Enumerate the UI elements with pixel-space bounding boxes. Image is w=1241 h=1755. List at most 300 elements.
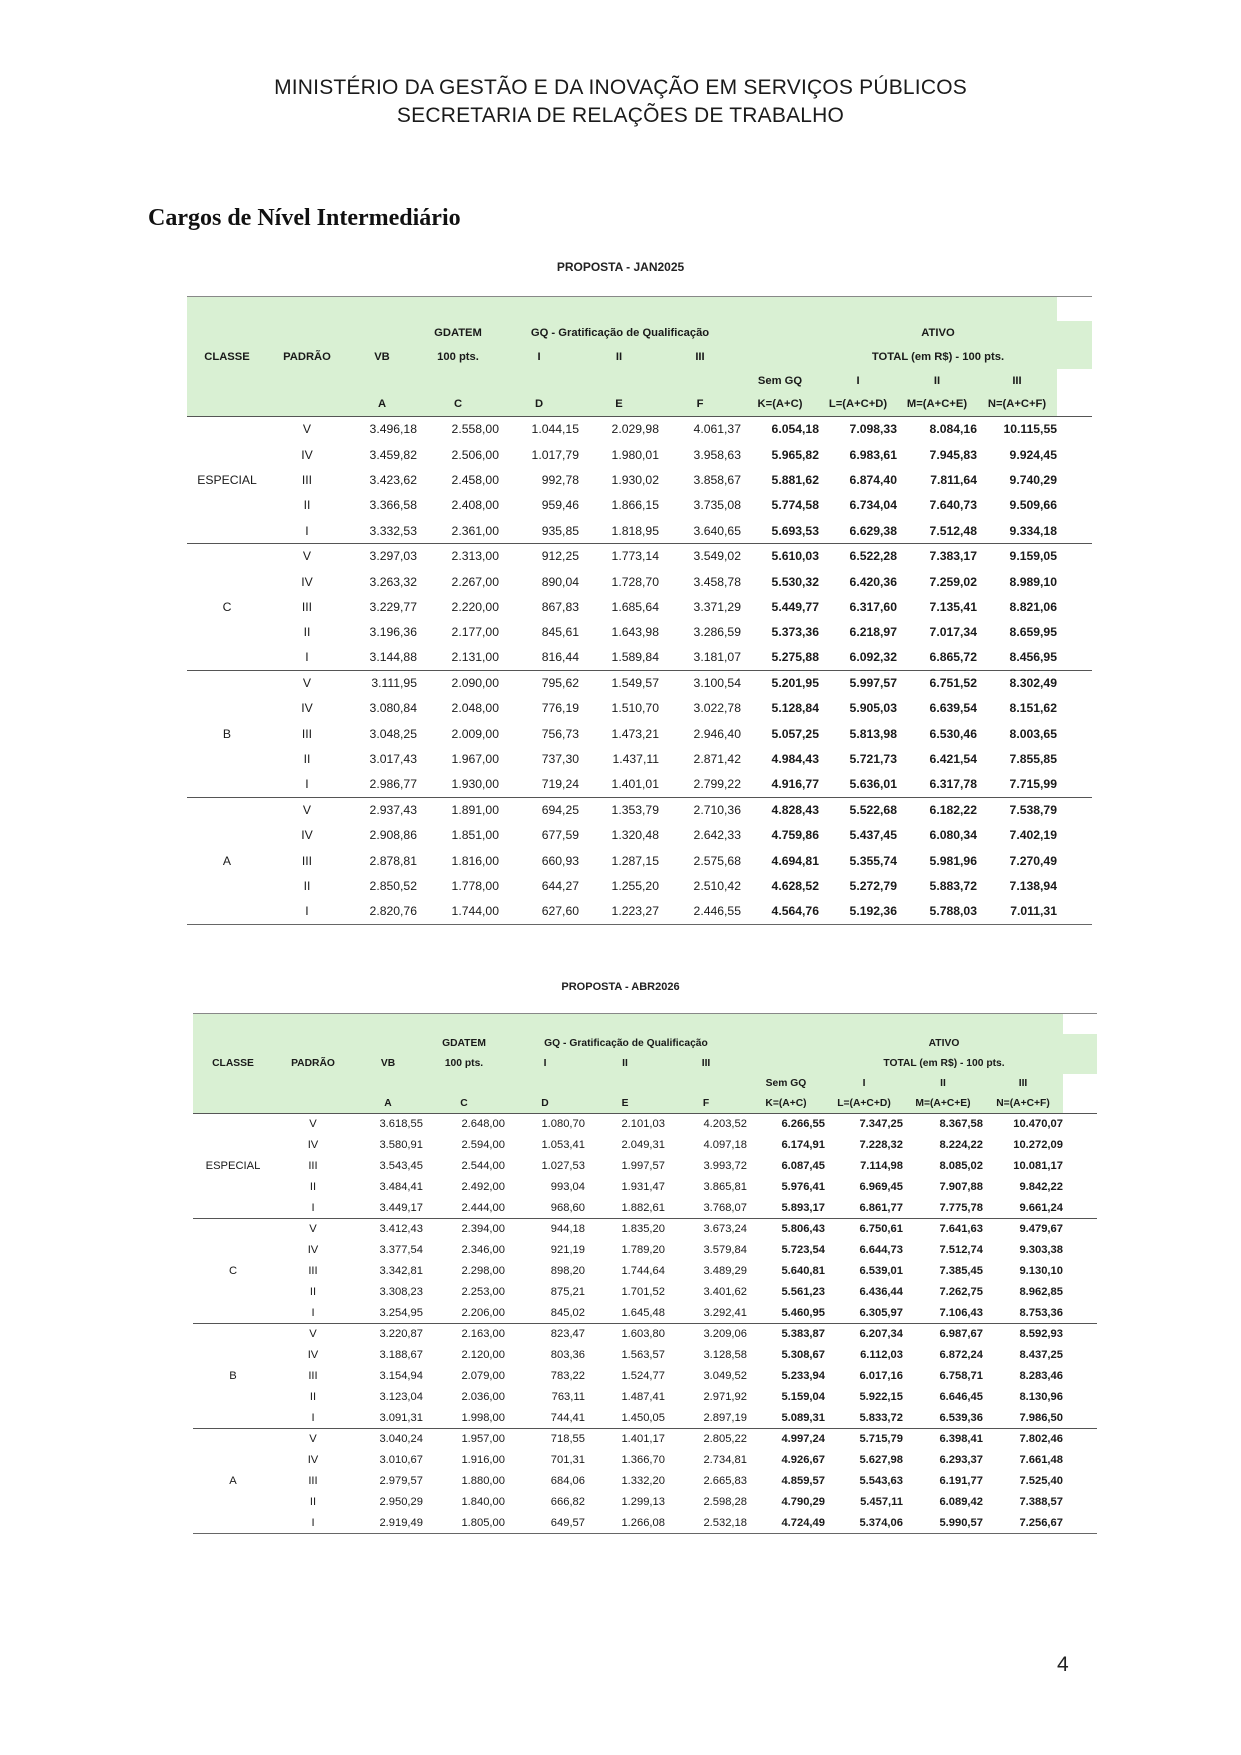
value-cell: 3.017,43 bbox=[369, 752, 417, 767]
padrao-header: PADRÃO bbox=[291, 1058, 335, 1069]
header-blank bbox=[741, 321, 819, 345]
value-cell: 3.401,62 bbox=[703, 1286, 747, 1298]
value-cell: 3.768,07 bbox=[703, 1201, 747, 1214]
value-cell: 2.986,77 bbox=[369, 777, 417, 792]
padrao-cell: I bbox=[305, 904, 309, 919]
value-cell: 6.874,40 bbox=[849, 472, 897, 487]
table-row bbox=[193, 1261, 1097, 1282]
value-cell: 5.308,67 bbox=[781, 1349, 825, 1361]
value-cell: 783,22 bbox=[550, 1370, 585, 1382]
value-cell: 2.009,00 bbox=[451, 726, 499, 741]
value-cell: 2.544,00 bbox=[461, 1160, 505, 1172]
value-cell: 6.872,24 bbox=[939, 1349, 983, 1361]
padrao-header: PADRÃO bbox=[283, 350, 331, 363]
value-cell: 3.100,54 bbox=[693, 676, 741, 691]
classe-cell: C bbox=[222, 599, 232, 614]
value-cell: 1.510,70 bbox=[611, 701, 659, 716]
padrao-cell: III bbox=[308, 1265, 318, 1277]
value-cell: 1.744,64 bbox=[621, 1265, 665, 1277]
value-cell: 3.297,03 bbox=[369, 549, 417, 564]
value-cell: 1.332,20 bbox=[621, 1475, 665, 1487]
value-cell: 845,61 bbox=[541, 625, 579, 640]
header-blank bbox=[347, 321, 417, 345]
table-row bbox=[193, 1450, 1097, 1471]
value-cell: 3.366,58 bbox=[369, 498, 417, 513]
value-cell: 6.182,22 bbox=[929, 803, 977, 818]
table-row bbox=[187, 721, 1092, 746]
value-cell: 2.163,00 bbox=[461, 1328, 505, 1341]
value-cell: 8.989,10 bbox=[1009, 574, 1057, 589]
value-cell: 5.457,11 bbox=[860, 1496, 903, 1508]
table-row bbox=[187, 645, 1092, 670]
header-blank bbox=[903, 1014, 983, 1034]
value-cell: 6.017,16 bbox=[859, 1370, 903, 1382]
value-cell: 5.530,32 bbox=[771, 574, 819, 589]
value-cell: 6.207,34 bbox=[859, 1328, 903, 1341]
value-cell: 2.908,86 bbox=[369, 828, 417, 843]
value-cell: 677,59 bbox=[541, 828, 579, 843]
value-cell: 1.255,20 bbox=[611, 879, 659, 894]
header-blank bbox=[353, 1034, 423, 1054]
value-cell: 8.084,16 bbox=[929, 422, 977, 437]
code-e-header: E bbox=[615, 398, 623, 411]
value-cell: 7.661,48 bbox=[1019, 1454, 1063, 1466]
value-cell: 10.470,07 bbox=[1013, 1118, 1063, 1131]
gq-ii-header: II bbox=[615, 350, 623, 363]
padrao-cell: I bbox=[311, 1306, 315, 1319]
value-cell: 7.855,85 bbox=[1009, 752, 1057, 767]
value-cell: 1.818,95 bbox=[611, 523, 659, 538]
gq-i-header: I bbox=[543, 1058, 547, 1069]
value-cell: 8.821,06 bbox=[1009, 599, 1057, 614]
table-row bbox=[187, 543, 1092, 568]
value-cell: 7.135,41 bbox=[929, 599, 977, 614]
value-cell: 8.437,25 bbox=[1019, 1349, 1063, 1361]
value-cell: 5.721,73 bbox=[849, 752, 897, 767]
value-cell: 1.320,48 bbox=[611, 828, 659, 843]
header-blank bbox=[267, 321, 347, 345]
table-row bbox=[187, 899, 1092, 924]
value-cell: 10.272,09 bbox=[1013, 1139, 1063, 1151]
value-cell: 1.053,41 bbox=[541, 1139, 585, 1151]
value-cell: 1.701,52 bbox=[621, 1286, 665, 1298]
value-cell: 5.774,58 bbox=[771, 498, 819, 513]
value-cell: 2.642,33 bbox=[693, 828, 741, 843]
value-cell: 8.224,22 bbox=[939, 1139, 983, 1151]
header-blank bbox=[423, 1074, 505, 1094]
table-row bbox=[193, 1198, 1097, 1219]
padrao-cell: IV bbox=[307, 1139, 319, 1151]
total-i-header: I bbox=[856, 374, 860, 387]
value-cell: 3.423,62 bbox=[369, 472, 417, 487]
gdatem-header: GDATEM bbox=[434, 326, 482, 339]
value-cell: 5.460,95 bbox=[781, 1306, 825, 1319]
value-cell: 1.882,61 bbox=[621, 1201, 665, 1214]
value-cell: 1.080,70 bbox=[541, 1118, 585, 1131]
value-cell: 694,25 bbox=[541, 803, 579, 818]
value-cell: 7.907,88 bbox=[939, 1181, 983, 1193]
value-cell: 4.759,86 bbox=[771, 828, 819, 843]
value-cell: 5.723,54 bbox=[781, 1244, 825, 1256]
table-row bbox=[193, 1429, 1097, 1450]
table-row bbox=[187, 569, 1092, 594]
value-cell: 2.029,98 bbox=[611, 422, 659, 437]
value-cell: 5.159,04 bbox=[781, 1391, 825, 1403]
value-cell: 1.744,00 bbox=[451, 904, 499, 919]
value-cell: 8.592,93 bbox=[1019, 1328, 1063, 1341]
value-cell: 3.040,24 bbox=[379, 1433, 423, 1446]
value-cell: 1.835,20 bbox=[621, 1223, 665, 1236]
value-cell: 5.990,57 bbox=[939, 1516, 983, 1529]
padrao-cell: IV bbox=[307, 1349, 319, 1361]
header-blank bbox=[273, 1094, 353, 1114]
header-blank bbox=[819, 297, 897, 321]
value-cell: 5.374,06 bbox=[859, 1516, 903, 1529]
header-blank bbox=[741, 345, 819, 369]
header-blank bbox=[417, 297, 499, 321]
value-cell: 3.010,67 bbox=[379, 1454, 423, 1466]
header-blank bbox=[423, 1014, 505, 1034]
code-c-header: C bbox=[460, 1097, 468, 1109]
total-iii-header: III bbox=[1018, 1078, 1028, 1089]
value-cell: 6.644,73 bbox=[859, 1244, 903, 1256]
value-cell: 3.196,36 bbox=[369, 625, 417, 640]
value-cell: 6.987,67 bbox=[939, 1328, 983, 1341]
code-n-header: N=(A+C+F) bbox=[987, 398, 1047, 411]
header-blank bbox=[353, 1014, 423, 1034]
value-cell: 9.509,66 bbox=[1009, 498, 1057, 513]
header-blank bbox=[1057, 321, 1092, 345]
value-cell: 7.802,46 bbox=[1019, 1433, 1063, 1446]
value-cell: 1.589,84 bbox=[611, 650, 659, 665]
value-cell: 5.201,95 bbox=[771, 676, 819, 691]
value-cell: 7.256,67 bbox=[1019, 1516, 1063, 1529]
value-cell: 5.627,98 bbox=[859, 1454, 903, 1466]
value-cell: 944,18 bbox=[550, 1223, 585, 1236]
value-cell: 3.220,87 bbox=[379, 1328, 423, 1341]
value-cell: 3.412,43 bbox=[379, 1223, 423, 1236]
header-blank bbox=[1063, 1054, 1097, 1074]
value-cell: 7.011,31 bbox=[1010, 904, 1057, 919]
header-blank bbox=[267, 297, 347, 321]
value-cell: 3.735,08 bbox=[693, 498, 741, 513]
value-cell: 6.865,72 bbox=[929, 650, 977, 665]
value-cell: 3.111,95 bbox=[371, 676, 417, 691]
gdatem-pts-header: 100 pts. bbox=[437, 350, 479, 363]
code-m-header: M=(A+C+E) bbox=[906, 398, 968, 411]
value-cell: 6.420,36 bbox=[849, 574, 897, 589]
padrao-cell: IV bbox=[301, 828, 313, 843]
padrao-cell: II bbox=[309, 1391, 317, 1403]
gq-i-header: I bbox=[537, 350, 541, 363]
value-cell: 5.543,63 bbox=[859, 1475, 903, 1487]
value-cell: 6.530,46 bbox=[929, 726, 977, 741]
code-f-header: F bbox=[696, 398, 704, 411]
value-cell: 3.181,07 bbox=[693, 650, 741, 665]
value-cell: 2.206,00 bbox=[461, 1306, 505, 1319]
header-blank bbox=[505, 1014, 585, 1034]
value-cell: 2.878,81 bbox=[369, 853, 417, 868]
value-cell: 7.388,57 bbox=[1019, 1496, 1063, 1508]
table-header bbox=[187, 297, 1092, 417]
value-cell: 7.114,98 bbox=[860, 1160, 903, 1172]
code-k-header: K=(A+C) bbox=[757, 398, 803, 411]
value-cell: 2.506,00 bbox=[451, 447, 499, 462]
padrao-cell: I bbox=[305, 523, 309, 538]
value-cell: 3.496,18 bbox=[369, 422, 417, 437]
classe-group-c bbox=[193, 1219, 1097, 1324]
table-row bbox=[193, 1156, 1097, 1177]
value-cell: 2.710,36 bbox=[693, 803, 741, 818]
value-cell: 5.437,45 bbox=[849, 828, 897, 843]
value-cell: 776,19 bbox=[541, 701, 579, 716]
value-cell: 649,57 bbox=[550, 1516, 585, 1529]
value-cell: 2.979,57 bbox=[379, 1475, 423, 1487]
value-cell: 2.049,31 bbox=[621, 1139, 665, 1151]
classe-group-b bbox=[193, 1324, 1097, 1429]
value-cell: 2.446,55 bbox=[693, 904, 741, 919]
value-cell: 8.962,85 bbox=[1019, 1286, 1063, 1298]
value-cell: 2.346,00 bbox=[461, 1244, 505, 1256]
value-cell: 2.177,00 bbox=[451, 625, 499, 640]
classe-group-b bbox=[187, 670, 1092, 797]
value-cell: 8.151,62 bbox=[1009, 701, 1057, 716]
value-cell: 1.880,00 bbox=[461, 1475, 505, 1487]
value-cell: 2.131,00 bbox=[451, 650, 499, 665]
value-cell: 4.694,81 bbox=[771, 853, 819, 868]
value-cell: 2.799,22 bbox=[693, 777, 741, 792]
header-blank bbox=[193, 1094, 273, 1114]
padrao-cell: IV bbox=[301, 701, 313, 716]
padrao-cell: III bbox=[301, 726, 313, 741]
value-cell: 3.292,41 bbox=[703, 1306, 747, 1319]
value-cell: 2.665,83 bbox=[703, 1475, 747, 1487]
value-cell: 3.022,78 bbox=[693, 701, 741, 716]
value-cell: 875,21 bbox=[550, 1286, 585, 1298]
gq-iii-header: III bbox=[701, 1058, 711, 1069]
value-cell: 1.549,57 bbox=[611, 676, 659, 691]
value-cell: 2.871,42 bbox=[693, 752, 741, 767]
code-a-header: A bbox=[384, 1097, 392, 1109]
value-cell: 2.079,00 bbox=[461, 1370, 505, 1382]
value-cell: 737,30 bbox=[541, 752, 579, 767]
header-blank bbox=[747, 1034, 825, 1054]
ativo-header: ATIVO bbox=[928, 1038, 960, 1049]
value-cell: 3.209,06 bbox=[703, 1328, 747, 1341]
value-cell: 8.367,58 bbox=[939, 1118, 983, 1131]
value-cell: 3.458,78 bbox=[693, 574, 741, 589]
value-cell: 3.640,65 bbox=[693, 523, 741, 538]
value-cell: 660,93 bbox=[541, 853, 579, 868]
value-cell: 6.293,37 bbox=[939, 1454, 983, 1466]
padrao-cell: III bbox=[301, 599, 313, 614]
header-blank bbox=[1057, 345, 1092, 369]
value-cell: 3.673,24 bbox=[703, 1223, 747, 1236]
gdatem-header: GDATEM bbox=[442, 1038, 486, 1049]
padrao-cell: V bbox=[302, 549, 312, 564]
value-cell: 5.192,36 bbox=[849, 904, 897, 919]
value-cell: 9.479,67 bbox=[1019, 1223, 1063, 1236]
header-blank bbox=[187, 393, 267, 417]
value-cell: 5.561,23 bbox=[781, 1286, 825, 1298]
padrao-cell: IV bbox=[307, 1454, 319, 1466]
value-cell: 8.456,95 bbox=[1009, 650, 1057, 665]
value-cell: 2.408,00 bbox=[451, 498, 499, 513]
value-cell: 7.262,75 bbox=[939, 1286, 983, 1298]
value-cell: 1.840,00 bbox=[461, 1496, 505, 1508]
value-cell: 644,27 bbox=[541, 879, 579, 894]
value-cell: 1.437,11 bbox=[612, 752, 659, 767]
value-cell: 912,25 bbox=[541, 549, 579, 564]
value-cell: 5.640,81 bbox=[781, 1265, 825, 1277]
header-blank bbox=[417, 369, 499, 393]
header-row-groups bbox=[187, 321, 1092, 345]
value-cell: 6.436,44 bbox=[859, 1286, 903, 1298]
value-cell: 2.850,52 bbox=[369, 879, 417, 894]
header-blank bbox=[983, 1014, 1063, 1034]
value-cell: 3.229,77 bbox=[369, 599, 417, 614]
code-m-header: M=(A+C+E) bbox=[915, 1097, 971, 1109]
vb-header: VB bbox=[380, 1058, 396, 1069]
value-cell: 6.087,45 bbox=[781, 1160, 825, 1172]
value-cell: 6.266,55 bbox=[781, 1118, 825, 1131]
header-row-codes bbox=[193, 1094, 1097, 1114]
code-f-header: F bbox=[702, 1097, 710, 1109]
value-cell: 3.123,04 bbox=[379, 1391, 423, 1403]
value-cell: 4.916,77 bbox=[771, 777, 819, 792]
value-cell: 756,73 bbox=[541, 726, 579, 741]
value-cell: 1.778,00 bbox=[451, 879, 499, 894]
value-cell: 3.332,53 bbox=[369, 523, 417, 538]
value-cell: 6.522,28 bbox=[849, 549, 897, 564]
value-cell: 5.373,36 bbox=[771, 625, 819, 640]
value-cell: 10.115,55 bbox=[1003, 422, 1057, 437]
padrao-cell: II bbox=[303, 879, 311, 894]
table-row bbox=[187, 848, 1092, 873]
value-cell: 4.926,67 bbox=[781, 1454, 825, 1466]
value-cell: 5.905,03 bbox=[849, 701, 897, 716]
table-row bbox=[187, 797, 1092, 822]
value-cell: 5.272,79 bbox=[849, 879, 897, 894]
value-cell: 2.594,00 bbox=[461, 1139, 505, 1151]
value-cell: 823,47 bbox=[550, 1328, 585, 1341]
value-cell: 6.112,03 bbox=[860, 1349, 903, 1361]
padrao-cell: III bbox=[308, 1160, 318, 1172]
value-cell: 3.254,95 bbox=[379, 1306, 423, 1319]
code-e-header: E bbox=[621, 1097, 629, 1109]
value-cell: 6.317,78 bbox=[929, 777, 977, 792]
header-blank bbox=[187, 297, 267, 321]
value-cell: 1.816,00 bbox=[451, 853, 499, 868]
value-cell: 2.253,00 bbox=[461, 1286, 505, 1298]
value-cell: 7.512,74 bbox=[939, 1244, 983, 1256]
value-cell: 959,46 bbox=[541, 498, 579, 513]
value-cell: 8.130,96 bbox=[1019, 1391, 1063, 1403]
value-cell: 666,82 bbox=[550, 1496, 585, 1508]
value-cell: 9.924,45 bbox=[1009, 447, 1057, 462]
value-cell: 1.563,57 bbox=[621, 1349, 665, 1361]
value-cell: 8.085,02 bbox=[939, 1160, 983, 1172]
classe-group-c bbox=[187, 543, 1092, 670]
table-row bbox=[187, 417, 1092, 442]
header-blank bbox=[585, 1014, 665, 1034]
value-cell: 1.603,80 bbox=[621, 1328, 665, 1341]
ministry-name: MINISTÉRIO DA GESTÃO E DA INOVAÇÃO EM SERVIÇOS PÚBLICOS bbox=[274, 76, 967, 99]
value-cell: 8.753,36 bbox=[1019, 1306, 1063, 1319]
total-ii-header: II bbox=[933, 374, 941, 387]
value-cell: 1.685,64 bbox=[611, 599, 659, 614]
value-cell: 1.891,00 bbox=[451, 803, 499, 818]
value-cell: 6.174,91 bbox=[781, 1139, 825, 1151]
value-cell: 3.543,45 bbox=[379, 1160, 423, 1172]
value-cell: 7.402,19 bbox=[1009, 828, 1057, 843]
value-cell: 3.865,81 bbox=[703, 1181, 747, 1193]
value-cell: 6.983,61 bbox=[849, 447, 897, 462]
table-row bbox=[187, 620, 1092, 645]
value-cell: 7.538,79 bbox=[1009, 803, 1057, 818]
padrao-cell: V bbox=[309, 1328, 317, 1341]
value-cell: 3.377,54 bbox=[379, 1244, 423, 1256]
total-iii-header: III bbox=[1012, 374, 1022, 387]
value-cell: 7.383,17 bbox=[929, 549, 977, 564]
header-blank bbox=[897, 297, 977, 321]
padrao-cell: II bbox=[309, 1181, 317, 1193]
value-cell: 5.965,82 bbox=[771, 447, 819, 462]
value-cell: 6.751,52 bbox=[929, 676, 977, 691]
header-blank bbox=[665, 1014, 747, 1034]
table-row bbox=[187, 772, 1092, 797]
table-row bbox=[187, 493, 1092, 518]
table-row bbox=[187, 594, 1092, 619]
header-blank bbox=[347, 297, 417, 321]
value-cell: 6.734,04 bbox=[849, 498, 897, 513]
padrao-cell: II bbox=[303, 752, 311, 767]
padrao-cell: I bbox=[305, 650, 309, 665]
table-row bbox=[187, 518, 1092, 543]
total-header: TOTAL (em R$) - 100 pts. bbox=[871, 350, 1005, 363]
value-cell: 684,06 bbox=[550, 1475, 585, 1487]
total-header: TOTAL (em R$) - 100 pts. bbox=[883, 1058, 1005, 1069]
value-cell: 7.525,40 bbox=[1019, 1475, 1063, 1487]
padrao-cell: V bbox=[302, 676, 312, 691]
value-cell: 4.097,18 bbox=[703, 1139, 747, 1151]
value-cell: 6.639,54 bbox=[929, 701, 977, 716]
value-cell: 2.510,42 bbox=[693, 879, 741, 894]
classe-cell: C bbox=[228, 1265, 238, 1277]
value-cell: 5.449,77 bbox=[771, 599, 819, 614]
padrao-cell: IV bbox=[301, 447, 313, 462]
value-cell: 9.661,24 bbox=[1019, 1201, 1063, 1214]
value-cell: 9.159,05 bbox=[1009, 549, 1057, 564]
classe-group-especial bbox=[193, 1114, 1097, 1219]
header-row-totals bbox=[193, 1074, 1097, 1094]
value-cell: 6.539,01 bbox=[859, 1265, 903, 1277]
value-cell: 2.361,00 bbox=[451, 523, 499, 538]
header-blank bbox=[273, 1034, 353, 1054]
value-cell: 6.861,77 bbox=[859, 1201, 903, 1214]
value-cell: 5.057,25 bbox=[771, 726, 819, 741]
secretariat-name: SECRETARIA DE RELAÇÕES DE TRABALHO bbox=[396, 104, 845, 127]
header-blank bbox=[347, 369, 417, 393]
value-cell: 6.089,42 bbox=[939, 1496, 983, 1508]
value-cell: 2.805,22 bbox=[703, 1433, 747, 1446]
table-row bbox=[187, 874, 1092, 899]
value-cell: 3.484,41 bbox=[379, 1181, 423, 1193]
value-cell: 7.385,45 bbox=[939, 1265, 983, 1277]
value-cell: 718,55 bbox=[550, 1433, 585, 1446]
header-blank bbox=[659, 369, 741, 393]
value-cell: 5.715,79 bbox=[859, 1433, 903, 1446]
